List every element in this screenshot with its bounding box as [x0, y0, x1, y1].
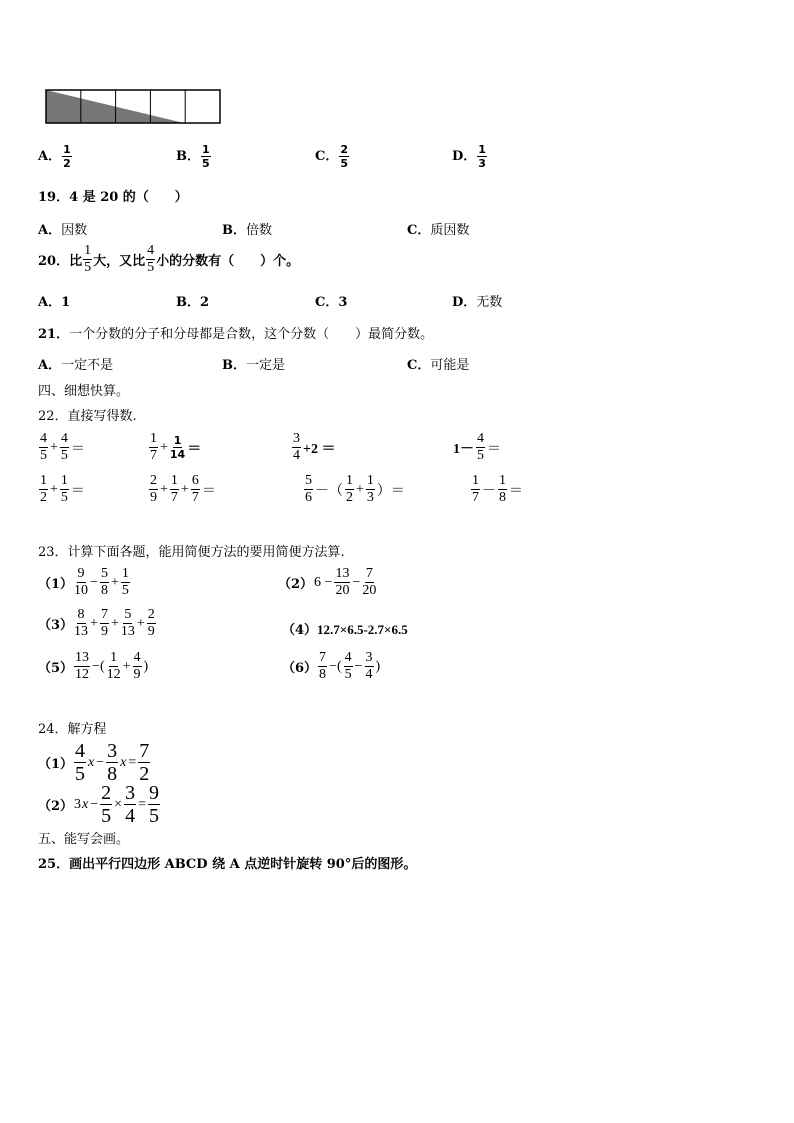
question-number: 21． [38, 327, 70, 342]
q18-option-d[interactable] [452, 144, 488, 169]
q19-question [38, 186, 188, 205]
q24-title: 24．解方程 [38, 722, 107, 737]
q21-option-a[interactable]: A．一定不是 [38, 358, 114, 373]
section-heading-4: 四、细想快算。 [38, 384, 130, 399]
shaded-region [46, 90, 184, 123]
q22-expr-1: $\frac{4}{5}$ + $\frac{4}{5}$ ＝ [40, 431, 85, 463]
q23-problem-6: （6） $\frac{7}{8}$ −( $\frac{4}{5}$ − $\frac{3}{4}$ ) [282, 650, 381, 682]
q22-expr-4: 1－ $\frac{4}{5}$ ＝ [453, 431, 501, 463]
q18-option-b[interactable] [176, 144, 212, 169]
q22-expr-6: $\frac{2}{9}$ + $\frac{1}{7}$ + $\frac{6}{7}$ ＝ [150, 473, 216, 505]
q23-problem-1: （1） $\frac{9}{10}$ − $\frac{5}{8}$ + $\frac{1}{5}$ [38, 566, 129, 598]
q23-title: 23．计算下面各题，能用简便方法的要用简便方法算. [38, 545, 345, 560]
q18-option-c[interactable] [315, 144, 350, 169]
q22-expr-2: $\frac{1}{7}$ + $\frac{1}{14}$ ＝ [150, 431, 202, 463]
option-fraction: $\frac{1}{3}$ [478, 143, 486, 170]
option-letter: A． [38, 149, 62, 164]
q19-option-c[interactable]: C．质因数 [407, 223, 470, 238]
q24-equation-2: （2） 3 x − $\frac{2}{5}$ × $\frac{3}{4}$ = $\frac{9}{5}$ [38, 782, 159, 827]
option-letter: D． [452, 149, 477, 164]
q23-problem-5: （5） $\frac{13}{12}$ −( $\frac{1}{12}$ + $\frac{4}{9}$ ) [38, 650, 149, 682]
option-letter: B． [176, 149, 200, 164]
q20-option-d[interactable]: D．无数 [452, 295, 503, 310]
q22-expr-7: $\frac{5}{6}$ －（ $\frac{1}{2}$ + $\frac{1}{3}$ ）＝ [305, 473, 405, 505]
question-number: 20． [38, 254, 70, 269]
q24-equation-1: （1） $\frac{4}{5}$ x − $\frac{3}{8}$ x = $\frac{7}{2}$ [38, 740, 150, 785]
q23-problem-3: （3） $\frac{8}{13}$ + $\frac{7}{9}$ + $\frac{5}{13}$ + $\frac{2}{9}$ [38, 607, 155, 639]
option-fraction: $\frac{1}{2}$ [63, 143, 71, 170]
q23-problem-2: （2） 6 − $\frac{13}{20}$ − $\frac{7}{20}$ [278, 566, 377, 598]
q23-problem-4: （4）12.7×6.5-2.7×6.5 [282, 622, 408, 638]
q20-option-a[interactable]: A．1 [38, 295, 71, 310]
question-text: 一个分数的分子和分母都是合数，这个分数（ ）最简分数。 [69, 327, 434, 342]
section-heading-5: 五、能写会画。 [38, 832, 130, 847]
q25-question: 25．画出平行四边形 ABCD 绕 A 点逆时针旋转 90°后的图形。 [38, 857, 417, 872]
q22-expr-3: $\frac{3}{4}$ +2 ＝ [293, 431, 336, 463]
question-number: 19． [38, 190, 70, 205]
q20-option-b[interactable]: B．2 [176, 295, 210, 310]
q22-expr-8: $\frac{1}{7}$ － $\frac{1}{8}$ ＝ [472, 473, 523, 505]
q18-option-a[interactable] [38, 144, 73, 169]
q19-option-b[interactable]: B．倍数 [222, 223, 273, 238]
fraction: $\frac{1}{5}$ [84, 243, 92, 275]
q21-option-c[interactable]: C．可能是 [407, 358, 470, 373]
q21-option-b[interactable]: B．一定是 [222, 358, 286, 373]
q20-option-c[interactable]: C．3 [315, 295, 348, 310]
q20-question: 20． 比 $\frac{1}{5}$ 大，又比 $\frac{4}{5}$ 小的分数有（ ）个。 [38, 243, 300, 275]
q22-title: 22．直接写得数. [38, 409, 137, 424]
q22-expr-5: $\frac{1}{2}$ + $\frac{1}{5}$ ＝ [40, 473, 85, 505]
option-letter: C． [315, 149, 339, 164]
fraction: $\frac{4}{5}$ [147, 243, 155, 275]
q21-question [38, 323, 433, 342]
option-fraction: $\frac{2}{5}$ [340, 143, 349, 170]
question-text: 4 是 20 的（ ） [69, 190, 188, 205]
q19-option-a[interactable]: A．因数 [38, 223, 88, 238]
option-fraction: $\frac{1}{5}$ [202, 143, 210, 170]
fraction-figure [44, 87, 224, 125]
